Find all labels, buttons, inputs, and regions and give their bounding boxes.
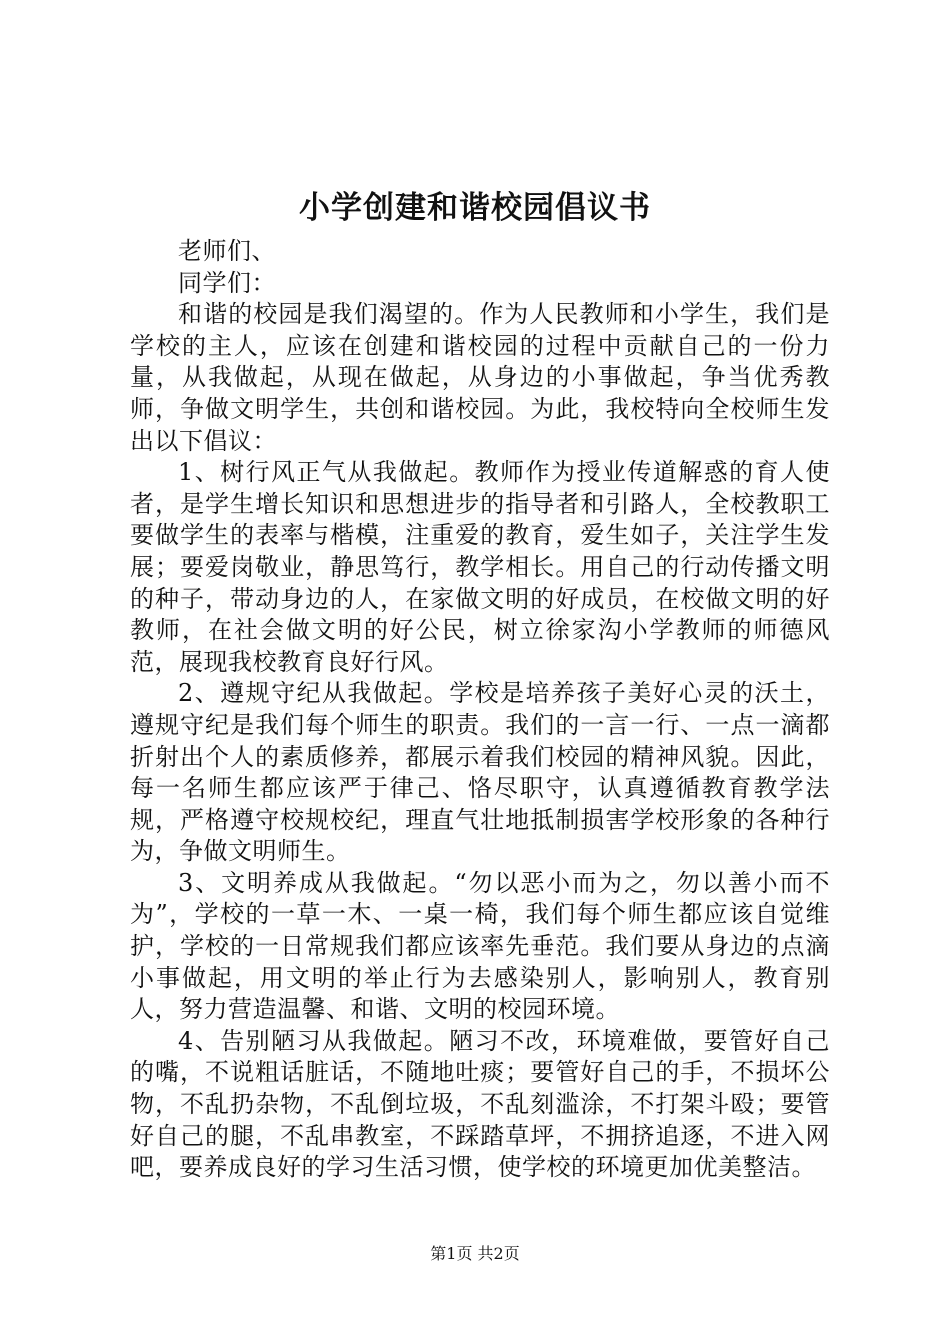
page-footer: 第1页 共2页	[430, 1244, 520, 1263]
greeting-teachers: 老师们、	[178, 237, 276, 265]
document-body	[130, 236, 830, 1184]
paragraph-intro: 和谐的校园是我们渴望的。作为人民教师和小学生，我们是学校的主人，应该在创建和谐校园的过程中贡献自己的一份力量，从我做起，从现在做起，从身边的小事做起，争当优秀教师，争做文明学生，共创和谐校园。为此，我校特向全校师生发出以下倡议：	[130, 300, 830, 455]
paragraph-item-3: 3、文明养成从我做起。“勿以恶小而为之，勿以善小而不为”，学校的一草一木、一桌一椅，我们每个师生都应该自觉维护，学校的一日常规我们都应该率先垂范。我们要从身边的点滴小事做起，用文明的举止行为去感染别人，影响别人，教育别人，努力营造温馨、和谐、文明的校园环境。	[130, 868, 830, 1024]
greeting-students: 同学们：	[178, 268, 276, 297]
paragraph-item-2: 2、遵规守纪从我做起。学校是培养孩子美好心灵的沃土，遵规守纪是我们每个师生的职责。我们的一言一行、一点一滴都折射出个人的素质修养，都展示着我们校园的精神风貌。因此，每一名师生都应该严于律己、恪尽职守，认真遵循教育教学法规，严格遵守校规校纪，理直气壮地抵制损害学校形象的各种行为，争做文明师生。	[130, 679, 830, 866]
paragraph-item-4: 4、告别陋习从我做起。陋习不改，环境难做，要管好自己的嘴，不说粗话脏话，不随地吐痰；要管好自己的手，不损坏公物，不乱扔杂物，不乱倒垃圾，不乱刻滥涂，不打架斗殴；要管好自己的腿，不乱串教室，不踩踏草坪，不拥挤追逐，不进入网吧，要养成良好的学习生活习惯，使学校的环境更加优美整洁。	[130, 1026, 830, 1182]
paragraph-item-1: 1、树行风正气从我做起。教师作为授业传道解惑的育人使者，是学生增长知识和思想进步的指导者和引路人，全校教职工要做学生的表率与楷模，注重爱的教育，爱生如子，关注学生发展；要爱岗敬业，静思笃行，教学相长。用自己的行动传播文明的种子，带动身边的人，在家做文明的好成员，在校做文明的好教师，在社会做文明的好公民，树立徐家沟小学教师的师德风范，展现我校教育良好行风。	[130, 458, 830, 676]
document-title: 小学创建和谐校园倡议书	[299, 190, 651, 226]
